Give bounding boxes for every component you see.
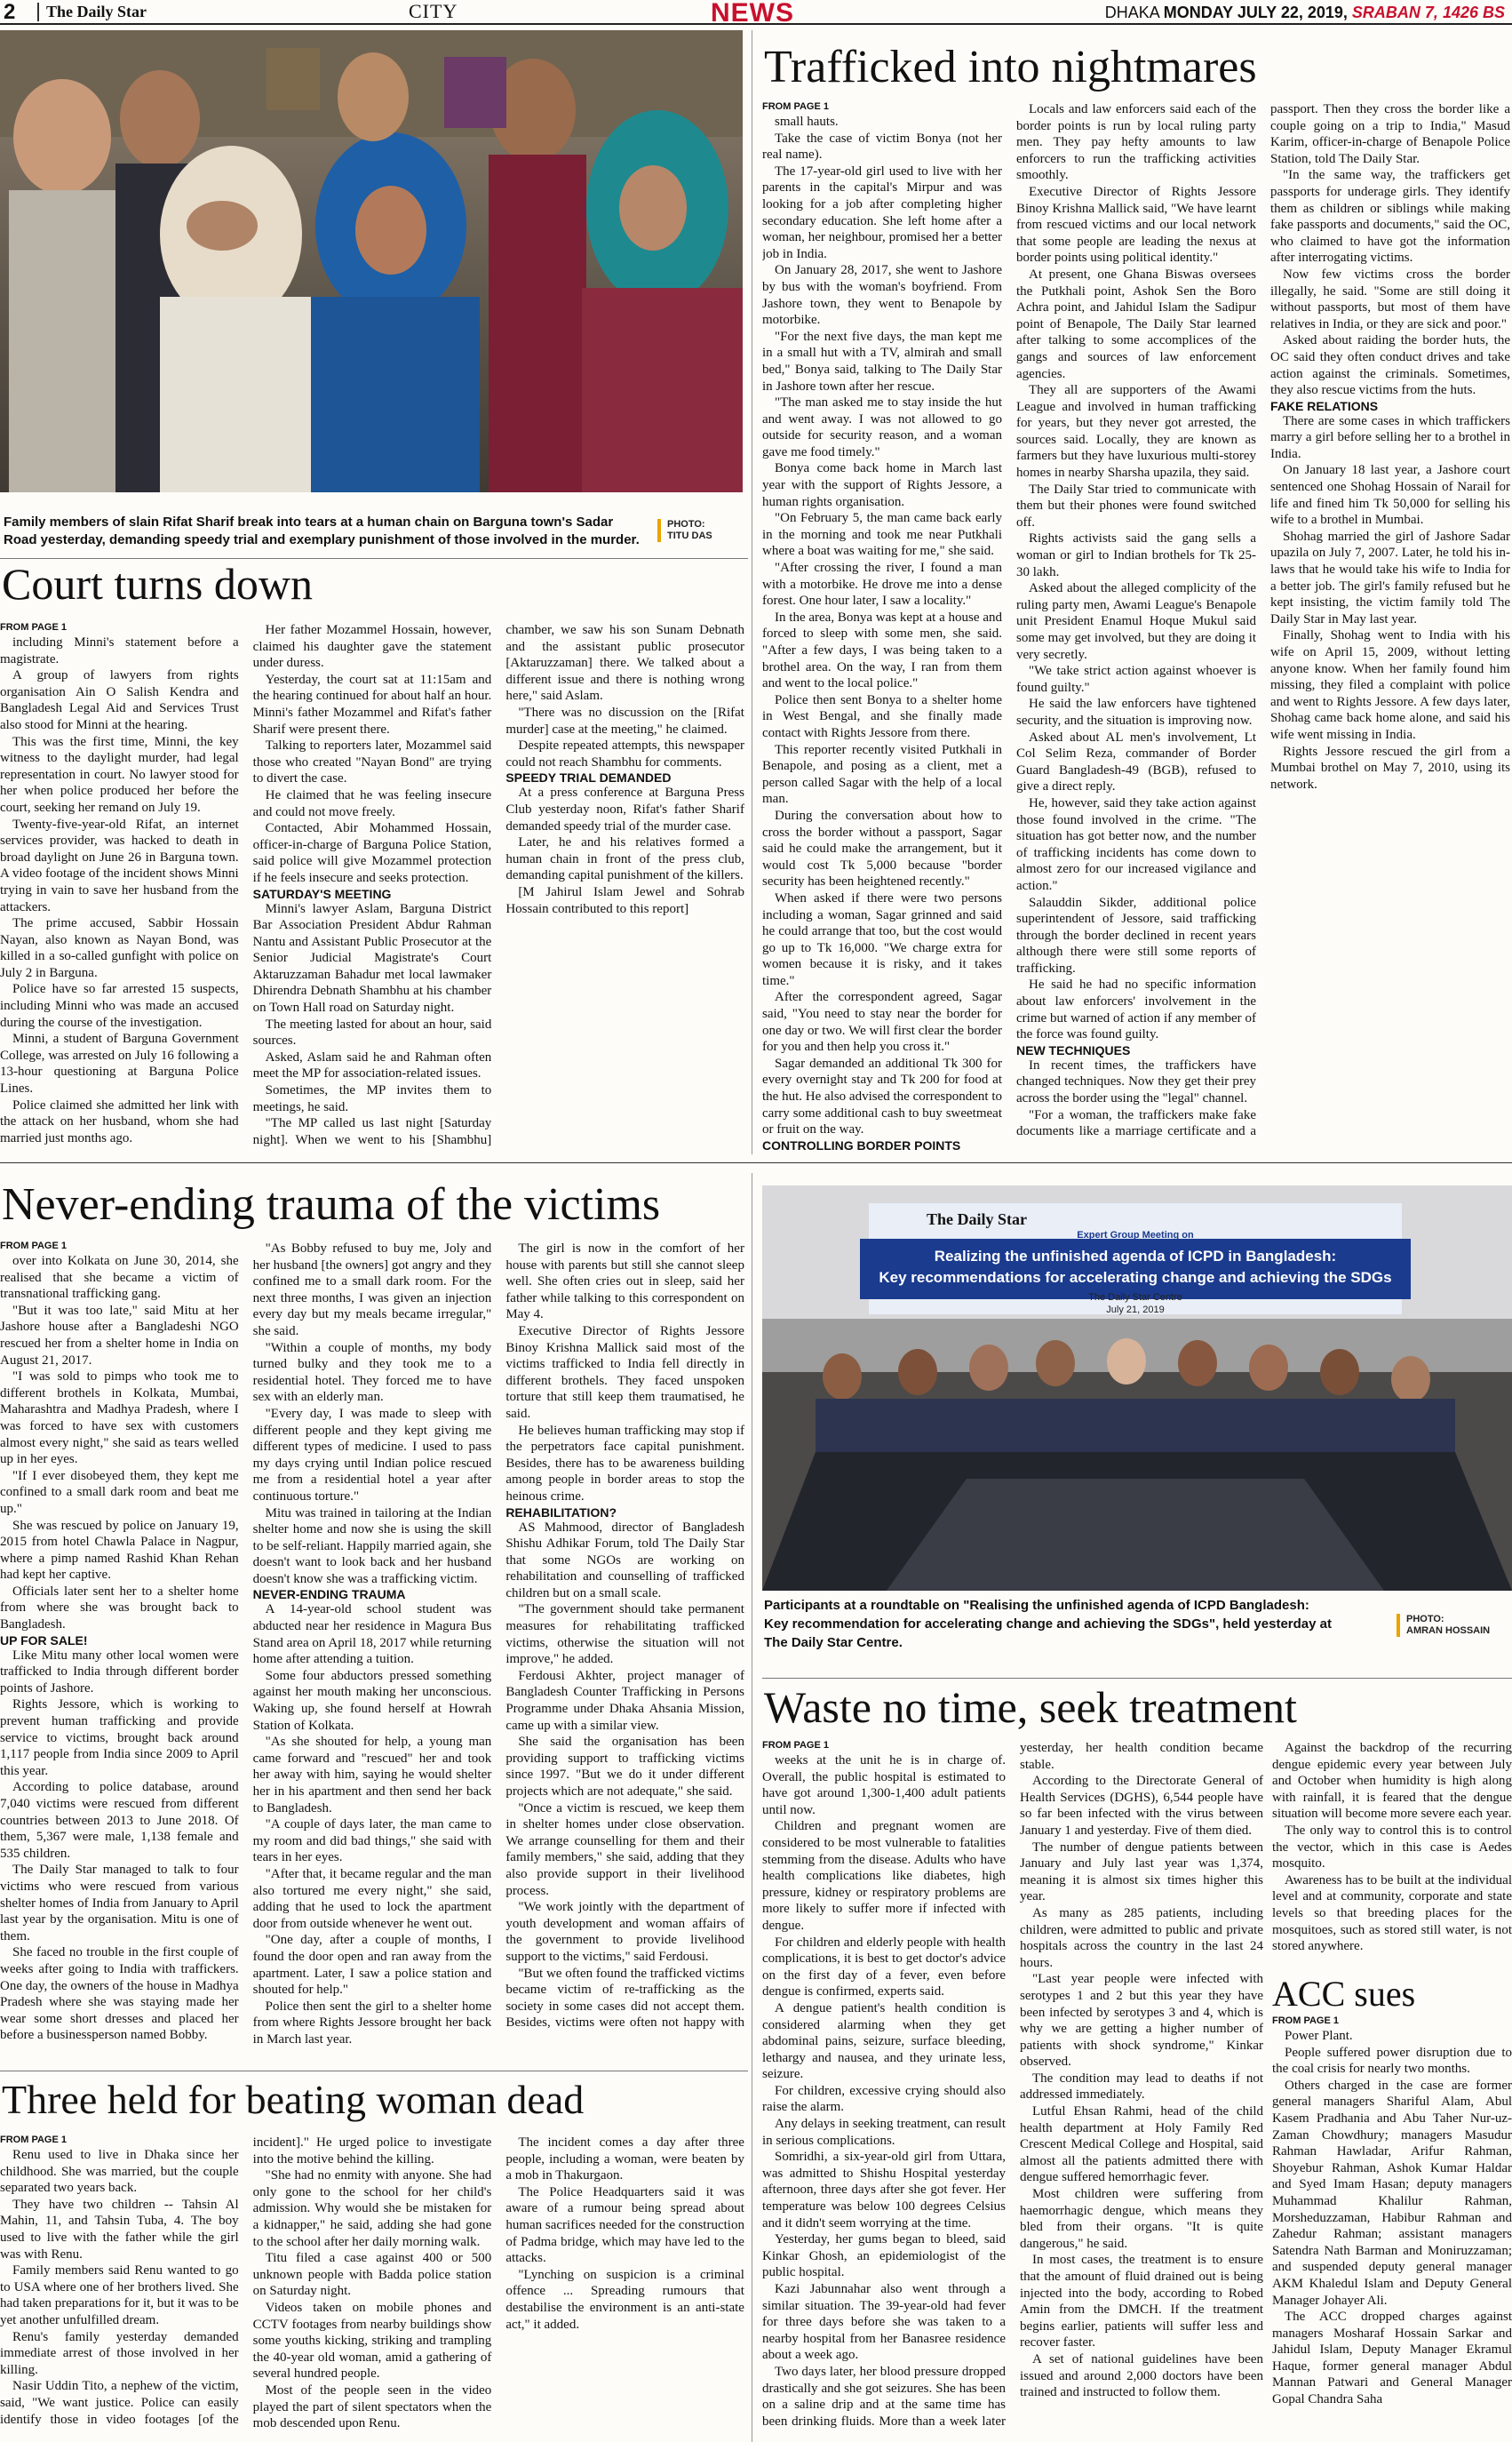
paragraph: He, however, said they take action against those found involved in the crime. "The situation has got better now, and the number of trafficking incidents has come down to almost zero for our increased vigilance and action." xyxy=(1016,795,1256,893)
paragraph: Later, he and his relatives formed a human chain in front of the press club, demanding capital punishment of the killers. xyxy=(505,835,744,883)
paragraph: In the area, Bonya was kept at a house and forced to sleep with some men, she said. "After a few days, I was being taken to a brothel area. On the way, I ran from them and went to the local police." xyxy=(762,610,1002,691)
paragraph: People suffered power disruption due to the coal crisis for nearly two months. xyxy=(1272,2045,1512,2077)
subhead: NEW TECHNIQUES xyxy=(1016,1042,1131,1057)
subhead: CONTROLLING BORDER POINTS xyxy=(762,1137,961,1153)
paragraph: Talking to reporters later, Mozammel said those who created "Nayan Bond" are trying to divert the case. xyxy=(252,738,492,786)
paragraph: On January 28, 2017, she went to Jashore by bus with the woman's boyfriend. From Jashore town, they went to Benapole by motorbike. xyxy=(762,263,1002,328)
paragraph: "Within a couple of months, my body turned bulky and they took me to a residential hotel. They forced me to have sex with an elderly man. xyxy=(252,1340,492,1405)
section-label: CITY xyxy=(409,0,458,22)
paragraph: Like Mitu many other local women were trafficked to India through different border points of Jashore. xyxy=(0,1648,239,1696)
headline-trauma: Never-ending trauma of the victims xyxy=(2,1179,661,1230)
paragraph: Awareness has to be built at the individual level and at community, corporate and state levels so that breeding places for the mosquitoes, such as stored still water, is not stored anywhere. xyxy=(1272,1872,1512,1954)
paragraph: A group of lawyers from rights organisation Ain O Salish Kendra and Bangladesh Legal Aid and Services Trust also stood for Minni at the hearing. xyxy=(0,668,239,732)
paragraph: "Lynching on suspicion is a criminal offence ... Spreading rumours that destabilise the environment is an anti-state act," it added. xyxy=(505,2267,744,2332)
paragraph: The number of dengue patients between January and July last year was 1,374, meaning it is almost six times higher this year. xyxy=(1020,1839,1263,1904)
right-column xyxy=(1272,1740,1512,2442)
from-page-label: FROM PAGE 1 xyxy=(0,2135,67,2145)
paragraph: including Minni's statement before a magistrate. xyxy=(0,635,239,666)
paragraph: Power Plant. xyxy=(1285,2029,1353,2043)
roundtable-photo-credit: PHOTO: AMRAN HOSSAIN xyxy=(1397,1614,1503,1637)
headline-acc: ACC sues xyxy=(1272,1974,1416,2014)
paragraph: "We work jointly with the department of youth development and woman affairs of the government to provide livelihood support to the victims," said Ferdousi. xyxy=(505,1900,744,1964)
paragraph: Contacted, Abir Mohammed Hossain, officer-in-charge of Barguna Police Station, said police will give Mozammel protection if he feels insecure and seeks protection. xyxy=(252,821,492,885)
paragraph: The only way to control this is to control the vector, which in this case is Aedes mosquito. xyxy=(1272,1823,1512,1871)
article-trauma xyxy=(0,1241,744,2063)
paragraph: Mitu was trained in tailoring at the Indian shelter home and now she is using the skill to be self-reliant. Happily married again, she doesn't want to look back and her husband doesn't know she was a trafficking victim. xyxy=(252,1505,492,1586)
paragraph: small hauts. xyxy=(775,115,839,129)
paragraph: Somridhi, a six-year-old girl from Uttara, was admitted to Shishu Hospital yesterday afternoon, three days after she got fever. Her temperature was below 100 degrees Celsius and it didn't seem worrying at the time. xyxy=(762,2150,1006,2231)
paragraph: She said the organisation has been providing support to trafficking victims since 1997. "But we do it under different projects which are not adequate," she said. xyxy=(505,1735,744,1799)
paragraph: Locals and law enforcers said each of the border points is run by local ruling party men. They pay hefty amounts to law enforcers to run the trafficking activities smoothly. xyxy=(1016,102,1256,183)
paragraph: The ACC dropped charges against managers Mosharaf Hossain Sarkar and Jahidul Islam, Deputy Manager Ekramul Haque, former general manager Abdul Mannan Patwari and General Manager Gopal Chandra Saha xyxy=(1272,2310,1512,2407)
banner-date: July 21, 2019 xyxy=(1106,1305,1165,1315)
paragraph: "For a woman, the traffickers make fake documents like a marriage certificate and a passport. Then they cross the border like a couple going on a trip to India," Masud Karim, officer-in-charge of Benapole Police Station, told The Daily Star. xyxy=(1016,102,1510,1139)
headline-waste: Waste no time, seek treatment xyxy=(764,1682,1297,1732)
human-chain-photo-credit: PHOTO: TITU DAS xyxy=(657,519,743,542)
paragraph: Children and pregnant women are considered to be most vulnerable to fatalities stemming from the disease. Adults who have health complications like diabetes, high pressure, kidney or respiratory problems are more likely to suffer more if infected with dengue. xyxy=(762,1819,1006,1933)
human-chain-photo-caption: Family members of slain Rifat Sharif break into tears at a human chain on Barguna town's Sadar Road yesterday, demanding speedy trial and exemplary punishment of those involved in the murder. xyxy=(4,515,640,547)
paragraph: A set of national guidelines have been issued and around 2,000 doctors have been trained and instructed to follow them. xyxy=(1020,2351,1263,2400)
paragraph: Executive Director of Rights Jessore Binoy Krishna Mallick said, "We have learnt from rescued victims and our local network that some people are leading the nexus at border points using political identity." xyxy=(1016,184,1256,266)
headline-trafficked: Trafficked into nightmares xyxy=(764,42,1257,92)
paragraph: Rights activists said the gang sells a woman or girl to Indian brothels for Tk 25-30 lakh. xyxy=(1016,531,1256,579)
paragraph: Renu used to live in Dhaka since her childhood. She was married, but the couple separated two years back. xyxy=(0,2148,239,2196)
subhead: SPEEDY TRIAL DEMANDED xyxy=(505,770,672,786)
paragraph: This reporter recently visited Putkhali in Benapole, and posing as a client, met a person called Sagar with the help of a local man. xyxy=(762,742,1002,807)
paragraph: Twenty-five-year-old Rifat, an internet services provider, was hacked to death in broad daylight on June 26 in Barguna town. A video footage of the incident shows Minni trying in vain to save her husband from the attackers. xyxy=(0,817,239,914)
paragraph: The Daily Star tried to communicate with them but their phones were found switched off. xyxy=(1016,482,1256,530)
paragraph: Her father Mozammel Hossain, however, claimed his daughter gave the statement under duress. xyxy=(252,623,492,671)
masthead: The Daily Star xyxy=(37,3,147,21)
paragraph: Police then sent the girl to a shelter home from where Rights Jessore brought her back in March last year. xyxy=(252,1999,492,2047)
paragraph: She was rescued by police on January 19, 2015 from hotel Chawla Palace in Nagpur, where a pimp named Rashid Khan Rehan had kept her captive. xyxy=(0,1518,239,1583)
banner-masthead: The Daily Star xyxy=(927,1210,1028,1228)
paragraph: AS Mahmood, director of Bangladesh Shishu Adhikar Forum, told The Daily Star that some NGOs are working on rehabilitation and counselling of trafficked children but on a small scale. xyxy=(505,1520,744,1600)
banner-title-1: Realizing the unfinished agenda of ICPD in Bangladesh: xyxy=(934,1248,1337,1265)
paragraph: Sagar demanded an additional Tk 300 for every overnight stay and Tk 200 for food at the hut. He also advised the correspondent to carry some additional cash to buy sweetmeat or fruit on the way. xyxy=(762,1056,1002,1137)
paragraph: They all are supporters of the Awami League and involved in human trafficking for years, but they never got arrested, the sources said. Locally, they are known as farmers but they have luxurious multi-storey homes in nearby Sharsha upazila, they said. xyxy=(1016,383,1256,481)
paragraph: During the conversation about how to cross the border without a passport, Sagar said he could make the arrangement, but it would cost Tk 5,000 because "border security has been heightened recently." xyxy=(762,808,1002,890)
paragraph: Asked, Aslam said he and Rahman often meet the MP for association-related issues. xyxy=(252,1049,492,1081)
roundtable-photo-caption: Participants at a roundtable on "Realising the unfinished agenda of ICPD Bangladesh: Key recommendation for accelerating change and achieving the SDGs", held yesterday at The Daily Star Centre. xyxy=(764,1598,1332,1650)
paragraph: Some four abductors pressed something against her mouth making her unconscious. Waking up, she found herself at Howrah Station of Kolkata. xyxy=(252,1668,492,1733)
paragraph: Sometimes, the MP invites them to meetings, he said. xyxy=(252,1083,492,1114)
paragraph: weeks at the unit he is in charge of. Overall, the public hospital is estimated to have got around 1,300-1,400 adult patients until now. xyxy=(762,1753,1006,1817)
paragraph: over into Kolkata on June 30, 2014, she realised that she became a victim of transnational trafficking gang. xyxy=(0,1254,239,1302)
paragraph: At present, one Ghana Biswas oversees the Putkhali point, Ashok Sen the Boro Achra point, and Jahidul Islam the Sadipur point of Benapole, The Daily Star learned after talking to some accomplices of the gangs and sources of law enforcement agencies. xyxy=(1016,267,1256,381)
paragraph: [M Jahirul Islam Jewel and Sohrab Hossain contributed to this report] xyxy=(505,884,744,916)
paragraph: Take the case of victim Bonya (not her real name). xyxy=(762,131,1002,163)
paragraph: Bonya come back home in March last year with the support of Rights Jessore, a human rights organisation. xyxy=(762,461,1002,509)
subhead: NEVER-ENDING TRAUMA xyxy=(252,1587,406,1602)
paragraph: According to police database, around 7,040 victims were rescued from different countries between 2013 to June 2018. Of them, 5,367 were male, 1,138 female and 535 children. xyxy=(0,1780,239,1861)
paragraph: When asked if there were two persons including a woman, Sagar grinned and said he could arrange that too, but the cost would go up to Tk 16,000. "We charge extra for women because it is risky, and it takes time." xyxy=(762,890,1002,988)
headline-court: Court turns down xyxy=(2,559,313,609)
article-waste xyxy=(762,1740,1263,2442)
paragraph: Nasir Uddin Tito, a nephew of the victim, said, "We want justice. Police can easily identify those in video footages [of the incident]." He urged police to investigate into the motive behind the killing. xyxy=(0,2135,492,2427)
paragraph: The prime accused, Sabbir Hossain Nayan, also known as Nayan Bond, was killed in a so-called gunfight with police on July 2 in Barguna. xyxy=(0,916,239,980)
paragraph: There are some cases in which traffickers marry a girl before selling her to a brothel in India. xyxy=(1270,413,1510,461)
paragraph: The condition may lead to deaths if not addressed immediately. xyxy=(1020,2071,1263,2103)
paragraph: He believes human trafficking may stop if the perpetrators face capital punishment. Besides, there has to be awareness building among people in border areas to stop the heinous crime. xyxy=(505,1423,744,1504)
paragraph: "In the same way, the traffickers get passports for underage girls. They identify them as children or siblings while making fake passports and documents," said the OC, who claimed to have got the information after interrogating victims. xyxy=(1270,168,1510,266)
human-chain-photo-art xyxy=(0,30,743,492)
paragraph: As many as 285 patients, including children, were admitted to public and private hospitals across the country in the last 24 hours. xyxy=(1020,1905,1263,1970)
paragraph: Executive Director of Rights Jessore Binoy Krishna Mallick said most of the victims trafficked to India fell directly in different brothels. They faced unspoken torture that still keep them traumatised, he said. xyxy=(505,1323,744,1421)
subhead: REHABILITATION? xyxy=(505,1504,617,1520)
paragraph: This was the first time, Minni, the key witness to the daylight murder, had legal representation in court. No lawyer stood for her when police produced her before the court, seeking her remand on July 19. xyxy=(0,734,239,815)
paragraph: Yesterday, the court sat at 11:15am and the hearing continued for about half an hour. Minni's father Mozammel and Rifat's father Sharif were present there. xyxy=(252,672,492,737)
paragraph: He said he had no specific information about law enforcers' involvement in the crime but warned of action if any member of the force was found guilty. xyxy=(1016,978,1256,1042)
article-court xyxy=(0,622,744,1155)
page-header xyxy=(0,0,1512,28)
paragraph: Salauddin Sikder, additional police superintendent of Jessore, said trafficking through the border declined in recent years although there were still some reports of trafficking. xyxy=(1016,895,1256,976)
paragraph: The Daily Star managed to talk to four victims who were rescued from various shelter homes of India from January to April last year by the organisation. Mitu is one of them. xyxy=(0,1863,239,1943)
roundtable-photo-art xyxy=(762,1185,1512,1591)
paragraph: She faced no trouble in the first couple of weeks after going to India with traffickers. One day, the owners of the house in Madhya Pradesh where she was staying made her wear some short dresses and placed her before a businessperson named Bobby. xyxy=(0,1945,239,2043)
from-page-label: FROM PAGE 1 xyxy=(0,1241,67,1251)
paragraph: "After that, it became regular and the man also tortured me every night," she said, adding that he used to lock the apartment door from outside whenever he went out. xyxy=(252,1866,492,1931)
paragraph: He said the law enforcers have tightened security, and the situation is improving now. xyxy=(1016,697,1256,728)
paragraph: "On February 5, the man came back early in the morning and took me near Putkhali where a boat was waiting for me," she said. xyxy=(762,511,1002,559)
paragraph: They have two children -- Tahsin Al Mahin, 11, and Tahsin Tuba, 4. The boy used to live with the father while the girl was with Renu. xyxy=(0,2197,239,2262)
paragraph: Any delays in seeking treatment, can result in serious complications. xyxy=(762,2117,1006,2148)
paragraph: "The MP called us last night [Saturday night]. When we went to his [Shambhu] chamber, we saw his son Sunam Debnath and the assistant public prosecutor [Aktaruzzaman] there. We talked about a different issue and there is nothing wrong here," said Aslam. xyxy=(252,623,744,1147)
paragraph: Finally, Shohag went to India with his wife on April 15, 2009, without letting anyone know. When her family found him missing, they filed a complaint with police and went to Rights Jessore. A few days later, Shohag came back home alone, and said his wife went missing in India. xyxy=(1270,628,1510,742)
paragraph: "There was no discussion on the [Rifat murder] case at the meeting," he claimed. xyxy=(505,705,744,737)
paragraph: In most cases, the treatment is to ensure that the amount of fluid drained out is being injected into the body, according to Robed Amin from the DMCH. If the treatment begins earlier, patients will suffer less and recover faster. xyxy=(1020,2253,1263,2350)
paragraph: The incident comes a day after three people, including a woman, were beaten by a mob in Thakurgaon. xyxy=(505,2135,744,2183)
paragraph: "We take strict action against whoever is found guilty." xyxy=(1016,664,1256,695)
paragraph: A 14-year-old school student was abducted near her residence in Magura Bus Stand area on April 18, 2017 while returning home after attending a tuition. xyxy=(252,1602,492,1667)
page-number: 2 xyxy=(4,0,16,24)
paragraph: A dengue patient's health condition is considered alarming when they get abdominal pains, seizure, surface bleeding, lethargy and nausea, and they urinate less, seizure. xyxy=(762,2000,1006,2082)
subhead: FAKE RELATIONS xyxy=(1270,398,1379,413)
from-page-label: FROM PAGE 1 xyxy=(762,101,829,112)
article-three xyxy=(0,2135,744,2442)
article-acc xyxy=(1272,2015,1512,2433)
paragraph: Minni, a student of Barguna Government College, was arrested on July 16 following a 13-hour questioning at Barguna Police Lines. xyxy=(0,1032,239,1097)
from-page-label: FROM PAGE 1 xyxy=(762,1740,829,1751)
paragraph: "But we often found the trafficked victims became victim of re-trafficking as the society in some cases did not accept them. Besides, victims were often not happy with xyxy=(505,1966,744,2031)
paragraph: Family members said Renu wanted to go to USA where one of her brothers lived. She had taken preparations for it, but it was to be yet another unfulfilled dream. xyxy=(0,2263,239,2327)
paragraph: Police claimed she admitted her link with the attack on her husband, whom she had married just months ago. xyxy=(0,1097,239,1145)
paragraph: Lutful Ehsan Rahmi, head of the child health department at Holy Family Red Crescent Medical College and Hospital, said almost all the patients admitted there with dengue suffered hemorrhagic fever. xyxy=(1020,2104,1263,2185)
roundtable-photo xyxy=(762,1185,1512,1591)
paragraph: In recent times, the traffickers have changed techniques. Now they get their prey across the border using the "legal" channel. xyxy=(1016,1057,1256,1106)
paragraph: Asked about AL men's involvement, Lt Col Selim Reza, commander of Border Guard Bangladesh-49 (BGB), refused to give a direct reply. xyxy=(1016,730,1256,794)
section-news-label: NEWS xyxy=(711,0,794,28)
paragraph: Now few victims cross the border illegally, he said. "Some are still doing it without passports, but most of them have relatives in India, or they are sick and poor." xyxy=(1270,267,1510,331)
paragraph: Shohag married the girl of Jashore Sadar upazila on July 7, 2007. Later, he told his in-laws that he would take his wife to India for a better job. The girl's family refused but he kept insisting, the victim family told The Daily Star in May last year. xyxy=(1270,529,1510,626)
paragraph: "But it was too late," said Mitu at her Jashore house after a Bangladeshi NGO rescued her from a shelter home in India on August 21, 2017. xyxy=(0,1303,239,1368)
paragraph: Most of the people seen in the video played the part of silent spectators when the mob descended upon Renu. xyxy=(252,2382,492,2431)
paragraph: The 17-year-old girl used to live with her parents in the capital's Mirpur and was looking for a job after completing higher secondary education. She left home after a woman, her neighbour, promised her a better job in India. xyxy=(762,164,1002,261)
divider xyxy=(0,1162,1512,1163)
paragraph: "Once a victim is rescued, we keep them in shelter homes under close observation. We arrange counselling for them and their family members," she said, adding that they also provide support in their livelihood process. xyxy=(505,1800,744,1898)
paragraph: After the correspondent agreed, Sagar said, "You need to stay near the border for one day or two. We will first clear the border for you and then help you cross it." xyxy=(762,990,1002,1055)
paragraph: On January 18 last year, a Jashore court sentenced one Shohag Hossain of Narail for life and fined him Tk 50,000 for selling his wife to a brothel in Mumbai. xyxy=(1270,463,1510,528)
paragraph: The girl is now in the comfort of her house with parents but still she cannot sleep well. She often cries out in sleep, said her father while talking to this correspondent on May 4. xyxy=(505,1241,744,1322)
paragraph: "I was sold to pimps who took me to different brothels in Kolkata, Mumbai, Maharashtra and Madhya Pradesh, where I was forced to have sex with customers almost every night," she said as tears welled up in her eyes. xyxy=(0,1369,239,1467)
banner-kicker: Expert Group Meeting on xyxy=(1077,1230,1194,1241)
paragraph: "A couple of days later, the man came to my room and did bad things," she said with tears in her eyes. xyxy=(252,1817,492,1865)
paragraph: "If I ever disobeyed them, they kept me confined to a small dark room and beat me up." xyxy=(0,1468,239,1516)
headline-three: Three held for beating woman dead xyxy=(2,2077,585,2122)
paragraph: Two days later, her blood pressure dropped drastically and she got seizures. She has been on a saline drip and at the same time has been drinking fluids. More than a week later yesterday, her health condition became stable. xyxy=(762,1741,1263,2429)
from-page-label: FROM PAGE 1 xyxy=(1272,2015,1339,2026)
paragraph: Ferdousi Akhter, project manager of Bangladesh Counter Trafficking in Persons Programme under Dhaka Ahsania Mission, came up with a similar view. xyxy=(505,1668,744,1733)
paragraph: Asked about the alleged complicity of the ruling party men, Awami League's Benapole unit President Enamul Hoque Mukul said some may get involved, but they are doing it very secretly. xyxy=(1016,581,1256,662)
human-chain-photo xyxy=(0,30,743,492)
banner-title-2: Key recommendations for accelerating change and achieving the SDGs xyxy=(879,1269,1392,1286)
paragraph: At a press conference at Barguna Press Club yesterday noon, Rifat's father Sharif demanded speedy trial of the murder case. xyxy=(505,786,744,834)
paragraph: Rights Jessore, which is working to prevent human trafficking and provide service to victims, brought back around 1,117 people from India since 2009 to April this year. xyxy=(0,1697,239,1778)
subhead: UP FOR SALE! xyxy=(0,1632,88,1648)
paragraph: The Police Headquarters said it was aware of a rumour being spread about human sacrifices needed for the construction of Padma bridge, which may have led to the attacks. xyxy=(505,2184,744,2266)
paragraph: Titu filed a case against 400 or 500 unknown people with Badda police station on Saturday night. xyxy=(252,2251,492,2299)
paragraph: The meeting lasted for about an hour, said sources. xyxy=(252,1017,492,1049)
paragraph: Most children were suffering from haemorrhagic dengue, which means they bled from their organs. "It is quite dangerous," he said. xyxy=(1020,2187,1263,2251)
paragraph: He claimed that he was feeling insecure and could not move freely. xyxy=(252,787,492,819)
paragraph: Yesterday, her gums began to bleed, said Kinkar Ghosh, an epidemiologist of the public hospital. xyxy=(762,2232,1006,2280)
paragraph: Despite repeated attempts, this newspaper could not reach Shambhu for comments. xyxy=(505,738,744,770)
subhead: SATURDAY'S MEETING xyxy=(252,886,392,901)
paragraph: Renu's family yesterday demanded immediate arrest of those involved in her killing. xyxy=(0,2329,239,2377)
paragraph: Others charged in the case are former general managers Shariful Alam, Abul Kasem Pradhania and Abu Taher Nur-uz-Zaman Chowdhury; managers Masudur Rahman Hawladar, Arifur Rahman, Shoyebur Rahman, Ashok Kumar Haldar and Syed Imam Hasan; deputy managers Muhammad Khalilur Rahman, Morsheduzzaman, Habibur Rahman and Zahedur Rahman; assistant managers Satendra Nath Barman and Moniruzzaman; and suspended deputy general manager AKM Khaledul Islam and Deputy General Manager Johayer Ali. xyxy=(1272,2078,1512,2308)
paragraph: Kazi Jabunnahar also went through a similar situation. The 39-year-old had fever for three days before she was taken to a nearby hospital from her Banasree residence about a week ago. xyxy=(762,2282,1006,2363)
paragraph: Officials later sent her to a shelter home from where she was brought back to Bangladesh. xyxy=(0,1584,239,1632)
paragraph: For children, excessive crying should also raise the alarm. xyxy=(762,2083,1006,2115)
paragraph: "One day, after a couple of months, I found the door open and ran away from the apartment. Later, I saw a police station and shouted for help." xyxy=(252,1933,492,1998)
paragraph: "Last year people were infected with serotypes 1 and 2 but this year they have been infected by serotypes 3 and 4, which is why we are getting a higher number of patients with shock syndrome," Kinkar observed. xyxy=(1020,1972,1263,2070)
paragraph: "For the next five days, the man kept me in a small hut with a TV, almirah and small bed," Bonya said, talking to The Daily Star in Jashore town after her rescue. xyxy=(762,329,1002,394)
from-page-label: FROM PAGE 1 xyxy=(0,622,67,633)
paragraph: For children and elderly people with health complications, it is best to get doctor's advice on the first day of a fever, even before dengue is confirmed, experts said. xyxy=(762,1935,1006,1999)
paragraph: Against the backdrop of the recurring dengue epidemic every year between July and October when humidity is high along with rainfall, it is feared that the dengue situation will become more severe each year. xyxy=(1272,1741,1512,1822)
paragraph: Police then sent Bonya to a shelter home in West Bengal, and she finally made contact with Rights Jessore from there. xyxy=(762,692,1002,740)
article-trafficked xyxy=(762,101,1510,1155)
paragraph: Asked about raiding the border huts, the OC said they often conduct drives and take action against the criminals. Sometimes, they also rescue victims from the huts. xyxy=(1270,333,1510,398)
paragraph: "As she shouted for help, a young man came forward and "rescued" her and took her away with him, saying he would shelter her in his apartment and then send her back to Bangladesh. xyxy=(252,1735,492,1816)
divider xyxy=(762,1678,1512,1679)
paragraph: "The man asked me to stay inside the hut and went away. I was not allowed to go outside for security reason, and a woman gave me food timely." xyxy=(762,395,1002,459)
paragraph: Rights Jessore rescued the girl from a Mumbai brothel on May 7, 2010, using its network. xyxy=(1270,744,1510,792)
article-waste-end xyxy=(1272,1740,1512,1973)
paragraph: Police have so far arrested 15 suspects, including Minni who was made an accused during the course of the investigation. xyxy=(0,982,239,1030)
paragraph: Minni's lawyer Aslam, Barguna District Bar Association President Abdur Rahman Nantu and Assistant Public Prosecutor at the Senior Judicial Magistrate's Court Aktaruzzaman Bahadur met local lawmaker Dhirendra Debnath Shambhu at his chamber on Town Hall road on Saturday night. xyxy=(252,901,492,1016)
paragraph: "As Bobby refused to buy me, Joly and her husband [the owners] got angry and they confined me to a small dark room. For the next three months, I was given an injection every day but my meals became irregular," she said. xyxy=(252,1241,492,1338)
banner-venue: The Daily Star Centre xyxy=(1088,1292,1182,1303)
issue-date: DHAKA MONDAY JULY 22, 2019, SRABAN 7, 1426 BS xyxy=(1104,4,1505,21)
paragraph: "After crossing the river, I found a man with a motorbike. He drove me into a dense forest. One hour later, I saw a locality." xyxy=(762,561,1002,609)
paragraph: Videos taken on mobile phones and CCTV footages from nearby buildings show some youths kicking, striking and trampling the 40-year old woman, amid a gathering of several hundred people. xyxy=(252,2300,492,2382)
paragraph: "She had no enmity with anyone. She had only gone to the school for her child's admission. Why would she be mistaken for a kidnapper," he said, adding she had gone to the school after her daily morning walk. xyxy=(252,2168,492,2249)
paragraph: "Every day, I was made to sleep with different people and they kept giving me different types of medicine. I used to pass my days crying until Indian police rescued me from a residential hotel a year after continuous torture." xyxy=(252,1406,492,1504)
paragraph: "The government should take permanent measures for rehabilitating trafficked victims, otherwise the situation will not improve," he added. xyxy=(505,1602,744,1667)
paragraph: According to the Directorate General of Health Services (DGHS), 6,544 people have so far been infected with the virus between January 1 and yesterday. Five of them died. xyxy=(1020,1774,1263,1838)
